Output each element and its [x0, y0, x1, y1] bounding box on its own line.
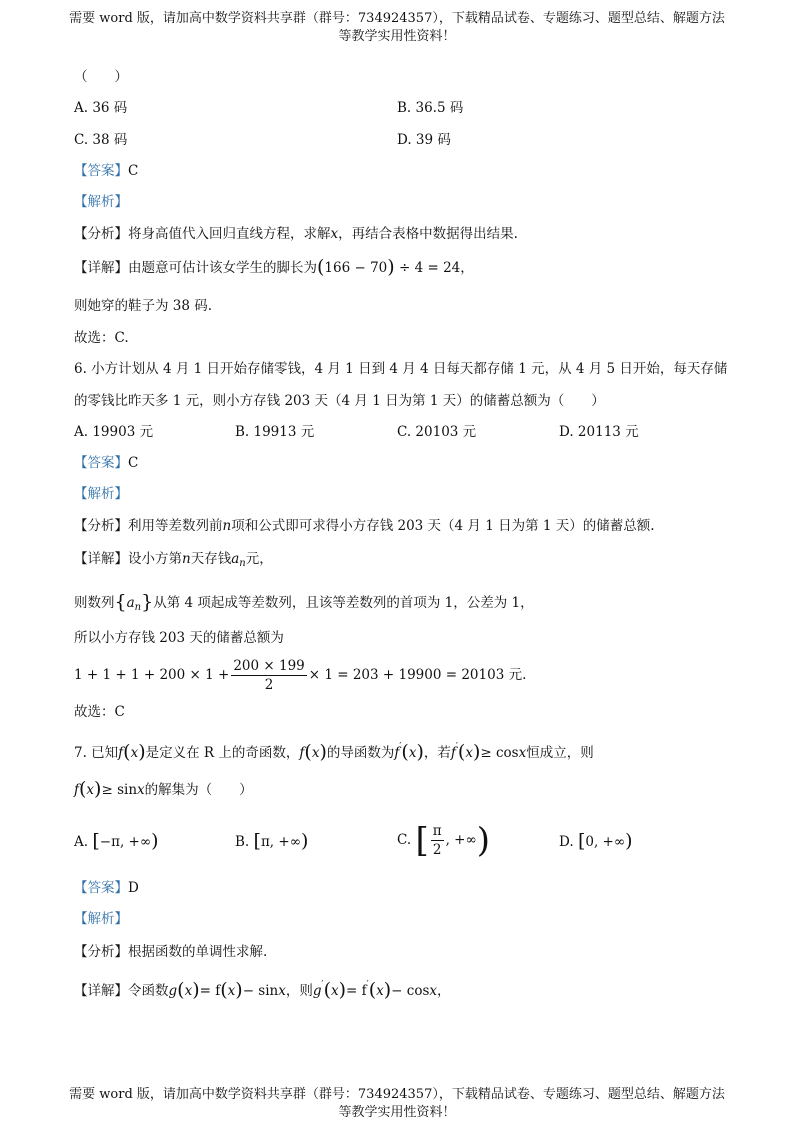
answer-tag: 【答案】: [74, 163, 128, 179]
xiangjie-text-3: 元，: [245, 551, 273, 567]
stem-text-4: ，若: [423, 745, 451, 761]
fenxi-text-2: ，再结合表格中数据得出结果.: [338, 226, 518, 242]
stem-text-3: 的导函数为: [326, 745, 395, 761]
math-expr-2: − sin: [242, 983, 279, 999]
q7-xiangjie: 【详解】令函数g(x)= f(x)− sinx，则g′(x)= f′(x)− cosx，: [74, 979, 451, 1001]
q5-analysis: [74, 192, 128, 212]
q6-option-a: A. 19903 元: [74, 424, 154, 440]
q5-choice: 故选：C.: [74, 330, 129, 346]
xiangjie-text-2: ，则: [285, 983, 313, 999]
seq-text: 则数列: [74, 595, 115, 611]
option-value: , +∞: [445, 832, 477, 848]
option-label: D.: [559, 834, 574, 850]
q7-answer: [74, 878, 139, 898]
q5-stem-tail: （ ）: [74, 69, 128, 85]
q6-option-d: D. 20113 元: [559, 424, 639, 440]
math-var: n: [182, 551, 191, 567]
punct: ，: [460, 260, 474, 276]
option-value: 0, +∞: [585, 834, 626, 850]
q6-stem-line-1: 6. 小方计划从 4 月 1 日开始存储零钱，4 月 1 日到 4 月 4 日每天都存储 1 元，从 4 月 5 日开始，每天存储: [74, 361, 728, 377]
q5-fenxi: [74, 224, 518, 244]
formula-part-2: × 1 = 203 + 19900 = 20103 元.: [308, 667, 527, 683]
stem-text-2: 是定义在 R 上的奇函数，: [145, 745, 300, 761]
analysis-tag: 【解析】: [74, 194, 128, 210]
punct: ，: [437, 983, 451, 999]
q6-sequence-line: [74, 592, 534, 618]
math-var-a: a: [126, 595, 135, 611]
fenxi-tag: 【分析】: [74, 518, 128, 534]
answer-tag: 【答案】: [74, 880, 128, 896]
answer-value: C: [128, 163, 139, 179]
q6-option-c: C. 20103 元: [397, 424, 477, 440]
fenxi-tag: 【分析】: [74, 226, 128, 242]
math-var: n: [222, 518, 232, 534]
math-f: f: [118, 745, 124, 761]
xiangjie-tag: 【详解】: [74, 983, 128, 999]
paren-close: ): [387, 256, 395, 278]
option-label: C.: [397, 832, 412, 848]
math-inequality-2: ≥ sin: [101, 782, 138, 798]
header-line-2: 等教学实用性资料！: [338, 29, 456, 44]
option-label: A.: [74, 834, 89, 850]
q6-formula: [74, 657, 526, 694]
stem-text-5: 恒成立，则: [526, 745, 594, 761]
q6-total-line: 所以小方存钱 203 天的储蓄总额为: [74, 630, 284, 646]
answer-value: C: [128, 455, 139, 471]
q5-option-d: D. 39 码: [397, 132, 451, 148]
stem-text-6: 的解集为（ ）: [144, 782, 253, 798]
q7-option-d: D. [0, +∞): [559, 830, 633, 852]
footer-line-2: 等教学实用性资料！: [338, 1105, 456, 1120]
math-var: x: [330, 226, 339, 242]
q6-fenxi: [74, 516, 655, 536]
math-subscript: n: [239, 558, 246, 569]
q7-stem-line-1: 7. 已知f(x)是定义在 R 上的奇函数，f(x)的导函数为f′(x)，若f′(x)≥ cosx恒成立，则: [74, 741, 594, 763]
q6-answer: [74, 453, 138, 473]
xiangjie-text: 由题意可估计该女学生的脚长为: [128, 260, 317, 276]
option-label: B.: [235, 834, 250, 850]
answer-tag: 【答案】: [74, 455, 128, 471]
analysis-tag: 【解析】: [74, 911, 128, 927]
q7-fenxi: [74, 942, 267, 962]
math-expr: = f: [199, 983, 221, 999]
math-expr-tail: ÷ 4 = 24: [394, 260, 461, 276]
fraction: [231, 657, 306, 694]
fenxi-tag: 【分析】: [74, 944, 128, 960]
xiangjie-text: 设小方第: [128, 551, 182, 567]
fraction: [431, 822, 444, 859]
fenxi-text: 将身高值代入回归直线方程，求解: [128, 226, 331, 242]
q6-xiangjie: [74, 549, 273, 574]
math-expr-3: = f: [346, 983, 367, 999]
math-var-a: a: [231, 551, 240, 567]
q6-analysis: [74, 484, 128, 504]
math-expr: 166 − 70: [324, 260, 388, 276]
q6-choice: 故选：C: [74, 704, 125, 720]
fenxi-text: 根据函数的单调性求解.: [128, 944, 268, 960]
xiangjie-tag: 【详解】: [74, 551, 128, 567]
paren-open: (: [317, 256, 325, 278]
q6-option-b: B. 19913 元: [235, 424, 315, 440]
xiangjie-text-2: 天存钱: [190, 551, 232, 567]
q7-analysis: [74, 909, 128, 929]
math-inequality: ≥ cos: [480, 745, 519, 761]
q7-stem-line-2: f(x)≥ sinx的解集为（ ）: [74, 778, 253, 800]
xiangjie-tag: 【详解】: [74, 260, 128, 276]
math-expr-4: − cos: [391, 983, 430, 999]
q5-conclusion: 则她穿的鞋子为 38 码.: [74, 298, 213, 314]
xiangjie-text: 令函数: [128, 983, 169, 999]
option-value: −π, +∞: [99, 834, 152, 850]
analysis-tag: 【解析】: [74, 486, 128, 502]
q5-option-a: A. 36 码: [74, 100, 128, 116]
header-line-1: 需要 word 版，请加高中数学资料共享群（群号：734924357），下载精品试卷、专题练习、题型总结、解题方法: [69, 11, 725, 26]
page-header: [0, 10, 794, 46]
footer-line-1: 需要 word 版，请加高中数学资料共享群（群号：734924357），下载精品试卷、专题练习、题型总结、解题方法: [69, 1087, 725, 1102]
fenxi-text: 利用等差数列前: [128, 518, 223, 534]
q7-option-c: C. [ $\frac{\pi}{2}$ , +∞): [397, 820, 490, 861]
q5-option-b: B. 36.5 码: [397, 100, 464, 116]
q5-answer: [74, 161, 138, 181]
seq-text-2: 从第 4 项起成等差数列，且该等差数列的首项为 1，公差为 1，: [153, 595, 534, 611]
q7-option-b: B. [π, +∞): [235, 830, 309, 852]
stem-text: 7. 已知: [74, 745, 119, 761]
q6-stem-line-2: 的零钱比昨天多 1 元，则小方存钱 203 天（4 月 1 日为第 1 天）的储蓄总额为（ ）: [74, 393, 605, 409]
q5-xiangjie: [74, 257, 474, 278]
fraction-numerator: 200 × 199: [233, 658, 305, 674]
fraction-denominator: 2: [264, 677, 274, 693]
fenxi-text-2: 项和公式即可求得小方存钱 203 天（4 月 1 日为第 1 天）的储蓄总额.: [231, 518, 655, 534]
formula-part-1: 1 + 1 + 1 + 200 × 1 +: [74, 667, 230, 683]
brace-close: }: [141, 591, 154, 613]
answer-value: D: [128, 880, 139, 896]
fraction-denominator: 2: [432, 842, 442, 858]
math-subscript: n: [134, 602, 142, 613]
brace-open: {: [114, 591, 127, 613]
page-footer: [0, 1086, 794, 1122]
option-value: π, +∞: [260, 834, 301, 850]
q7-option-a: A. [−π, +∞): [74, 830, 159, 852]
fraction-numerator: π: [432, 823, 442, 839]
q5-option-c: C. 38 码: [74, 132, 128, 148]
